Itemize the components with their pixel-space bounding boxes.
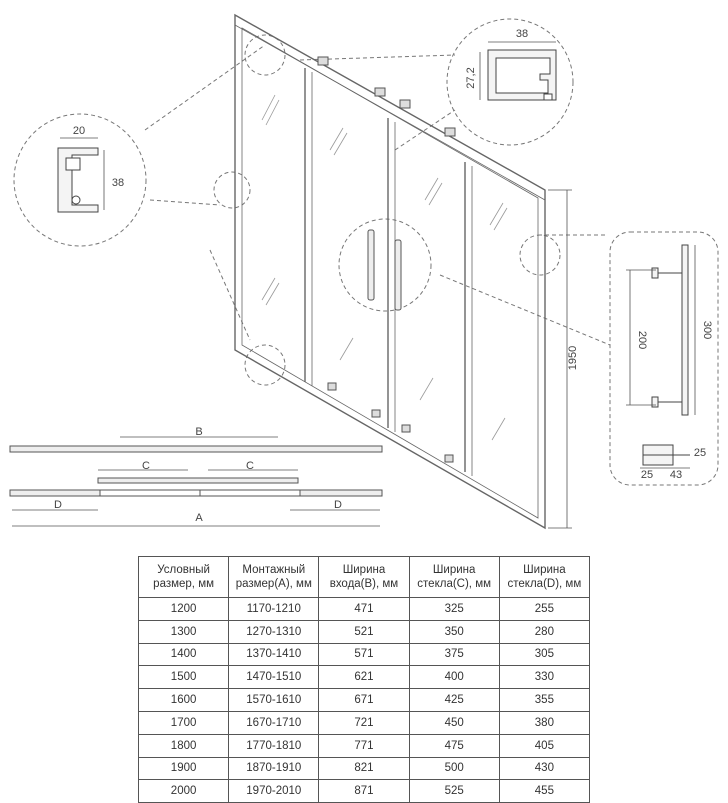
handle-length-label: 300 xyxy=(701,320,713,340)
cell-nominal-size: 1900 xyxy=(139,757,229,780)
cell-entry-width: 671 xyxy=(319,689,409,712)
cell-entry-width: 621 xyxy=(319,666,409,689)
plan-label-a: A xyxy=(195,512,203,524)
handle-base-label: 25 xyxy=(640,469,654,481)
table-body xyxy=(139,598,590,803)
handle-offset-label: 25 xyxy=(693,447,707,459)
table-row xyxy=(139,780,590,803)
side-profile-height-label: 38 xyxy=(111,177,125,189)
cell-entry-width: 521 xyxy=(319,620,409,643)
plan-label-d-left: D xyxy=(54,499,62,511)
cell-nominal-size: 1400 xyxy=(139,643,229,666)
cell-glass-width-d: 405 xyxy=(499,734,589,757)
cell-entry-width: 821 xyxy=(319,757,409,780)
cell-mounting-size: 1570-1610 xyxy=(229,689,319,712)
handle-depth-label: 43 xyxy=(669,469,683,481)
table-header-row xyxy=(139,557,590,598)
cell-glass-width-d: 455 xyxy=(499,780,589,803)
glass-reflections xyxy=(262,95,507,440)
cell-glass-width-c: 325 xyxy=(409,598,499,621)
cell-nominal-size: 1500 xyxy=(139,666,229,689)
cell-glass-width-c: 525 xyxy=(409,780,499,803)
plan-label-d-right: D xyxy=(334,499,342,511)
header-nominal-size: Условный размер, мм xyxy=(139,557,229,598)
header-glass-width-d: Ширина стекла(D), мм xyxy=(499,557,589,598)
cell-entry-width: 771 xyxy=(319,734,409,757)
handle-spacing-label: 200 xyxy=(636,330,648,350)
cell-nominal-size: 1600 xyxy=(139,689,229,712)
height-dimension-label: 1950 xyxy=(567,345,579,371)
header-entry-width: Ширина входа(B), мм xyxy=(319,557,409,598)
detail-circle-bottom-left xyxy=(245,345,285,385)
top-profile-section xyxy=(488,50,556,100)
cell-entry-width: 871 xyxy=(319,780,409,803)
detail-circle-right xyxy=(520,235,560,275)
cell-mounting-size: 1970-2010 xyxy=(229,780,319,803)
table-row xyxy=(139,598,590,621)
cell-nominal-size: 1300 xyxy=(139,620,229,643)
cell-mounting-size: 1870-1910 xyxy=(229,757,319,780)
cell-glass-width-d: 380 xyxy=(499,711,589,734)
header-mounting-size: Монтажный размер(A), мм xyxy=(229,557,319,598)
cell-glass-width-c: 350 xyxy=(409,620,499,643)
cell-glass-width-d: 330 xyxy=(499,666,589,689)
plan-label-b: B xyxy=(195,426,203,438)
door-handles xyxy=(368,230,401,310)
cell-glass-width-c: 425 xyxy=(409,689,499,712)
cell-nominal-size: 1800 xyxy=(139,734,229,757)
cell-nominal-size: 1200 xyxy=(139,598,229,621)
table-row xyxy=(139,689,590,712)
size-spec-table xyxy=(138,556,590,803)
cell-glass-width-d: 430 xyxy=(499,757,589,780)
table-row xyxy=(139,643,590,666)
table-row xyxy=(139,666,590,689)
top-profile-width-label: 38 xyxy=(515,28,529,40)
table-row xyxy=(139,734,590,757)
cell-mounting-size: 1670-1710 xyxy=(229,711,319,734)
cell-glass-width-d: 280 xyxy=(499,620,589,643)
cell-entry-width: 721 xyxy=(319,711,409,734)
top-profile-height-label: 27,2 xyxy=(465,67,477,89)
cell-nominal-size: 2000 xyxy=(139,780,229,803)
detail-circle-left xyxy=(214,172,250,208)
plan-view xyxy=(10,446,382,496)
table-row xyxy=(139,620,590,643)
side-profile-width-label: 20 xyxy=(72,125,86,137)
plan-label-c-left: C xyxy=(142,460,150,472)
cell-glass-width-d: 305 xyxy=(499,643,589,666)
cell-mounting-size: 1270-1310 xyxy=(229,620,319,643)
cell-entry-width: 471 xyxy=(319,598,409,621)
cell-mounting-size: 1470-1510 xyxy=(229,666,319,689)
cell-mounting-size: 1770-1810 xyxy=(229,734,319,757)
cell-glass-width-c: 375 xyxy=(409,643,499,666)
cell-glass-width-c: 475 xyxy=(409,734,499,757)
cell-glass-width-c: 450 xyxy=(409,711,499,734)
detail-circle-handle xyxy=(339,219,431,311)
cell-mounting-size: 1370-1410 xyxy=(229,643,319,666)
cell-glass-width-c: 500 xyxy=(409,757,499,780)
table-row xyxy=(139,757,590,780)
cell-nominal-size: 1700 xyxy=(139,711,229,734)
cell-entry-width: 571 xyxy=(319,643,409,666)
cell-glass-width-c: 400 xyxy=(409,666,499,689)
cell-glass-width-d: 255 xyxy=(499,598,589,621)
header-glass-width-c: Ширина стекла(C), мм xyxy=(409,557,499,598)
cell-mounting-size: 1170-1210 xyxy=(229,598,319,621)
table-row xyxy=(139,711,590,734)
handle-detail xyxy=(643,245,690,465)
plan-label-c-right: C xyxy=(246,460,254,472)
side-profile-section xyxy=(58,148,98,212)
cell-glass-width-d: 355 xyxy=(499,689,589,712)
